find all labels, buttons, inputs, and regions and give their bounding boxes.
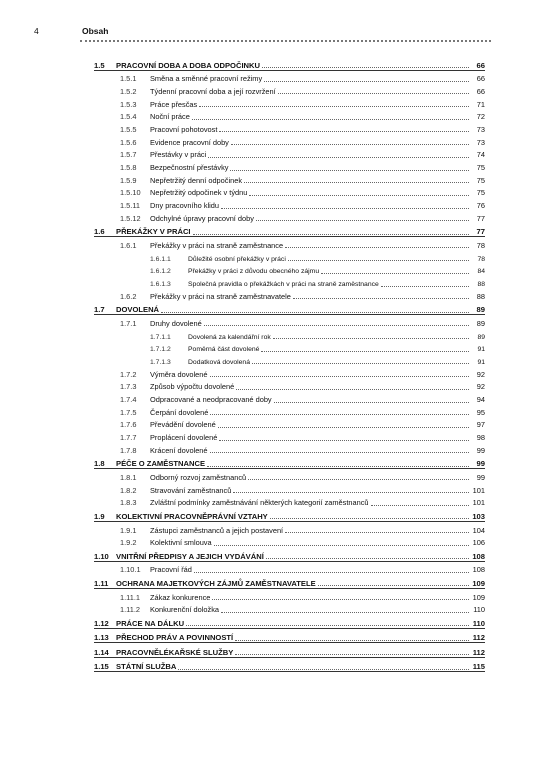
toc-entry-page: 110 xyxy=(472,618,485,628)
toc-entry-page: 91 xyxy=(477,346,485,354)
toc-entry-title: Způsob výpočtu dovolené xyxy=(150,382,235,392)
toc-entry-title: Nepřetržitý odpočinek v týdnu xyxy=(150,188,248,198)
toc-leader-dots xyxy=(207,460,469,467)
toc-entry-page: 74 xyxy=(476,150,485,160)
toc-entry-title: Čerpání dovolené xyxy=(150,407,209,417)
toc-leader-dots xyxy=(212,593,469,600)
toc-entry-title: Konkurenční doložka xyxy=(150,605,220,615)
toc-entry-page: 98 xyxy=(476,433,485,443)
toc-entry-page: 77 xyxy=(476,213,485,223)
toc-leader-dots xyxy=(318,579,469,586)
toc-entry-page: 106 xyxy=(472,538,485,548)
toc-entry-number: 1.9 xyxy=(94,511,105,521)
toc-entry-number: 1.13 xyxy=(94,633,109,643)
toc-entry-page: 108 xyxy=(472,565,485,575)
toc-entry-page: 104 xyxy=(472,525,485,535)
toc-entry-number: 1.8 xyxy=(94,459,105,469)
toc-subsection xyxy=(94,185,485,198)
toc-subsection xyxy=(94,379,485,392)
toc-leader-dots xyxy=(178,663,469,670)
toc-entry-page: 97 xyxy=(476,420,485,430)
toc-section xyxy=(94,301,485,316)
toc-leader-dots xyxy=(233,486,469,493)
toc-entry-number: 1.6.1 xyxy=(120,240,137,250)
toc-subsection xyxy=(94,404,485,417)
toc-entry-page: 76 xyxy=(476,201,485,211)
toc-entry-page: 71 xyxy=(476,99,485,109)
toc-subsection xyxy=(94,121,485,134)
toc-entry-page: 103 xyxy=(472,511,485,521)
toc-subsection xyxy=(94,366,485,379)
toc-entry-title: Výměra dovolené xyxy=(150,369,208,379)
toc-leader-dots xyxy=(231,138,469,145)
toc-entry-page: 84 xyxy=(477,268,485,276)
toc-subsection xyxy=(94,589,485,602)
toc-leader-dots xyxy=(285,241,469,248)
toc-subsection xyxy=(94,417,485,430)
toc-section xyxy=(94,658,485,673)
toc-entry-title: Odborný rozvoj zaměstnanců xyxy=(150,472,247,482)
toc-subsection xyxy=(94,71,485,84)
toc-entry-page: 109 xyxy=(472,592,485,602)
toc-entry-number: 1.5.11 xyxy=(120,201,140,211)
toc-entry-number: 1.7.1.3 xyxy=(150,358,171,366)
toc-entry-number: 1.7.1 xyxy=(120,318,137,328)
toc-subsubsection xyxy=(94,341,485,354)
toc-leader-dots xyxy=(266,552,469,559)
toc-subsection xyxy=(94,147,485,160)
toc-entry-page: 88 xyxy=(477,281,485,288)
toc-subsection xyxy=(94,237,485,250)
toc-entry-page: 73 xyxy=(476,137,485,147)
toc-entry-page: 108 xyxy=(472,551,485,561)
toc-entry-title: KOLEKTIVNÍ PRACOVNĚPRÁVNÍ VZTAHY xyxy=(116,511,268,521)
toc-subsection xyxy=(94,562,485,575)
toc-entry-title: Práce přesčas xyxy=(150,99,198,109)
toc-entry-page: 77 xyxy=(476,227,485,237)
toc-subsection xyxy=(94,172,485,185)
toc-entry-number: 1.7.2 xyxy=(120,369,137,379)
toc-entry-number: 1.11.1 xyxy=(120,592,140,602)
toc-section xyxy=(94,56,485,71)
toc-leader-dots xyxy=(214,539,469,546)
toc-leader-dots xyxy=(186,619,469,626)
toc-subsection xyxy=(94,159,485,172)
toc-section xyxy=(94,574,485,589)
toc-entry-number: 1.5.2 xyxy=(120,86,137,96)
toc-leader-dots xyxy=(264,75,469,82)
toc-leader-dots xyxy=(235,634,469,641)
toc-leader-dots xyxy=(381,280,469,287)
toc-subsection xyxy=(94,535,485,548)
toc-entry-title: Zákaz konkurence xyxy=(150,592,211,602)
toc-leader-dots xyxy=(193,228,469,235)
toc-subsection xyxy=(94,442,485,455)
toc-entry-page: 78 xyxy=(476,240,485,250)
toc-section xyxy=(94,547,485,562)
toc-leader-dots xyxy=(273,332,469,339)
toc-entry-number: 1.5.3 xyxy=(120,99,137,109)
toc-entry-number: 1.7.4 xyxy=(120,395,137,404)
toc-entry-page: 75 xyxy=(476,163,485,172)
toc-entry-title: Překážky v práci z důvodu obecného zájmu xyxy=(188,268,320,276)
toc-entry-title: OCHRANA MAJETKOVÝCH ZÁJMŮ ZAMĚSTNAVATELE xyxy=(116,578,316,588)
toc-subsubsection xyxy=(94,275,485,288)
toc-leader-dots xyxy=(293,292,469,299)
toc-entry-title: Směna a směnné pracovní režimy xyxy=(150,74,263,84)
toc-entry-title: Společná pravidla o překážkách v práci na straně zaměstnance xyxy=(188,281,379,288)
toc-leader-dots xyxy=(244,176,469,183)
toc-section xyxy=(94,629,485,644)
toc-subsection xyxy=(94,197,485,210)
toc-entry-title: Poměrná část dovolené xyxy=(188,346,260,354)
toc-section xyxy=(94,455,485,470)
toc-entry-number: 1.7.8 xyxy=(120,445,137,455)
toc-subsection xyxy=(94,602,485,615)
toc-subsection xyxy=(94,469,485,482)
toc-entry-number: 1.8.2 xyxy=(120,485,137,495)
toc-entry-number: 1.7.7 xyxy=(120,433,137,443)
toc-entry-title: PÉČE O ZAMĚSTNANCE xyxy=(116,459,206,469)
toc-entry-page: 89 xyxy=(476,318,485,328)
toc-entry-number: 1.10.1 xyxy=(120,565,141,575)
toc-leader-dots xyxy=(221,606,469,613)
toc-leader-dots xyxy=(249,189,469,196)
toc-entry-title: Důležité osobní překážky v práci xyxy=(188,255,286,263)
toc-entry-page: 110 xyxy=(473,605,485,615)
toc-entry-number: 1.5.10 xyxy=(120,188,141,198)
toc-entry-title: Zástupci zaměstnanců a jejich postavení xyxy=(150,525,284,535)
toc-entry-page: 112 xyxy=(472,647,485,657)
page-title: Obsah xyxy=(82,26,109,36)
toc-entry-title: Převádění dovolené xyxy=(150,420,216,430)
toc-entry-title: Překážky v práci na straně zaměstnavatele xyxy=(150,291,291,301)
toc-section xyxy=(94,614,485,629)
toc-entry-number: 1.8.1 xyxy=(120,472,137,482)
toc-entry-title: DOVOLENÁ xyxy=(116,305,160,315)
toc-entry-number: 1.5.4 xyxy=(120,112,137,122)
toc-leader-dots xyxy=(199,100,469,107)
toc-entry-number: 1.5.5 xyxy=(120,124,137,134)
toc-entry-title: Dovolená za kalendářní rok xyxy=(188,333,271,341)
toc-leader-dots xyxy=(210,408,469,415)
toc-subsection xyxy=(94,96,485,109)
toc-entry-title: Překážky v práci na straně zaměstnance xyxy=(150,240,284,250)
toc-entry-number: 1.8.3 xyxy=(120,498,137,508)
toc-entry-number: 1.12 xyxy=(94,618,109,628)
toc-entry-page: 115 xyxy=(472,662,485,672)
toc-entry-page: 99 xyxy=(476,472,485,482)
toc-entry-number: 1.6.1.2 xyxy=(150,268,171,276)
toc-entry-number: 1.5.1 xyxy=(120,74,137,84)
toc-entry-number: 1.11.2 xyxy=(120,605,140,615)
toc-subsubsection xyxy=(94,250,485,263)
toc-subsection xyxy=(94,391,485,404)
toc-entry-number: 1.9.2 xyxy=(120,538,137,548)
toc-section xyxy=(94,643,485,658)
toc-leader-dots xyxy=(270,512,469,519)
toc-subsubsection xyxy=(94,353,485,366)
toc-entry-number: 1.5.12 xyxy=(120,213,141,223)
toc-entry-page: 66 xyxy=(476,86,485,96)
toc-entry-title: PRACOVNĚLÉKAŘSKÉ SLUŽBY xyxy=(116,647,234,657)
toc-entry-page: 78 xyxy=(477,255,485,263)
toc-subsection xyxy=(94,522,485,535)
toc-entry-number: 1.6.1.1 xyxy=(150,255,171,263)
toc-entry-title: Přestávky v práci xyxy=(150,150,207,160)
toc-leader-dots xyxy=(161,306,469,313)
toc-entry-title: Dny pracovního klidu xyxy=(150,201,220,211)
toc-entry-title: Stravování zaměstnanců xyxy=(150,485,232,495)
toc-entry-number: 1.7.1.1 xyxy=(150,333,171,341)
toc-leader-dots xyxy=(221,202,469,209)
toc-leader-dots xyxy=(218,421,469,428)
toc-entry-title: Druhy dovolené xyxy=(150,318,202,328)
page-number: 4 xyxy=(34,26,39,36)
toc-entry-page: 91 xyxy=(477,358,485,366)
toc-entry-title: Zvláštní podmínky zaměstnávání některých kategorií zaměstnanců xyxy=(150,498,369,508)
toc-entry-title: Odchylné úpravy pracovní doby xyxy=(150,213,254,223)
toc-entry-number: 1.6 xyxy=(94,227,105,237)
toc-entry-page: 109 xyxy=(472,578,485,588)
toc-leader-dots xyxy=(219,125,469,132)
toc-entry-title: Dodatková dovolená xyxy=(188,358,250,366)
toc-entry-title: STÁTNÍ SLUŽBA xyxy=(116,662,177,672)
toc-entry-number: 1.6.1.3 xyxy=(150,281,171,288)
toc-leader-dots xyxy=(208,151,469,158)
toc-entry-page: 89 xyxy=(477,333,485,341)
toc-subsubsection xyxy=(94,263,485,276)
table-of-contents xyxy=(94,56,485,672)
toc-entry-title: Evidence pracovní doby xyxy=(150,137,229,147)
toc-leader-dots xyxy=(274,396,469,403)
toc-entry-page: 101 xyxy=(472,485,485,495)
toc-entry-title: Noční práce xyxy=(150,112,190,122)
toc-entry-page: 88 xyxy=(476,291,485,301)
toc-entry-title: PŘECHOD PRÁV A POVINNOSTÍ xyxy=(116,633,234,643)
toc-leader-dots xyxy=(210,370,469,377)
toc-entry-number: 1.14 xyxy=(94,647,109,657)
header-dotted-rule xyxy=(80,40,491,42)
toc-leader-dots xyxy=(285,526,469,533)
toc-entry-page: 75 xyxy=(476,188,485,198)
toc-leader-dots xyxy=(288,254,469,261)
toc-entry-title: Odpracované a neodpracované doby xyxy=(150,395,272,404)
toc-entry-number: 1.6.2 xyxy=(120,291,137,301)
toc-leader-dots xyxy=(194,566,469,573)
toc-leader-dots xyxy=(261,345,469,352)
toc-leader-dots xyxy=(321,267,469,274)
toc-subsection xyxy=(94,109,485,122)
toc-entry-title: Nepřetržitý denní odpočinek xyxy=(150,175,243,185)
toc-entry-page: 99 xyxy=(476,445,485,455)
toc-leader-dots xyxy=(219,434,469,441)
toc-entry-title: PRÁCE NA DÁLKU xyxy=(116,618,185,628)
toc-leader-dots xyxy=(278,87,469,94)
toc-leader-dots xyxy=(230,164,469,171)
toc-leader-dots xyxy=(235,648,469,655)
toc-subsection xyxy=(94,482,485,495)
toc-entry-title: Bezpečnostní přestávky xyxy=(150,163,229,172)
toc-entry-title: Krácení dovolené xyxy=(150,445,208,455)
toc-leader-dots xyxy=(256,214,469,221)
toc-subsection xyxy=(94,288,485,301)
toc-entry-title: Proplácení dovolené xyxy=(150,433,218,443)
toc-subsection xyxy=(94,134,485,147)
toc-entry-title: PRACOVNÍ DOBA A DOBA ODPOČINKU xyxy=(116,60,261,70)
toc-entry-page: 72 xyxy=(476,112,485,122)
toc-entry-page: 99 xyxy=(476,459,485,469)
toc-section xyxy=(94,223,485,238)
toc-entry-number: 1.11 xyxy=(94,578,109,588)
toc-subsubsection xyxy=(94,328,485,341)
toc-entry-number: 1.5.9 xyxy=(120,175,137,185)
toc-entry-title: Kolektivní smlouva xyxy=(150,538,212,548)
toc-entry-title: VNITŘNÍ PŘEDPISY A JEJICH VYDÁVÁNÍ xyxy=(116,551,264,561)
toc-entry-title: Týdenní pracovní doba a její rozvržení xyxy=(150,86,276,96)
toc-entry-page: 94 xyxy=(476,395,485,404)
toc-entry-page: 101 xyxy=(472,498,485,508)
toc-leader-dots xyxy=(210,446,469,453)
toc-entry-number: 1.10 xyxy=(94,551,109,561)
toc-entry-number: 1.5 xyxy=(94,60,105,70)
toc-entry-title: Pracovní řád xyxy=(150,565,192,575)
toc-entry-number: 1.5.8 xyxy=(120,163,137,172)
toc-entry-number: 1.7.1.2 xyxy=(150,346,171,354)
toc-leader-dots xyxy=(248,473,469,480)
toc-entry-title: PŘEKÁŽKY V PRÁCI xyxy=(116,227,191,237)
toc-entry-page: 66 xyxy=(476,74,485,84)
toc-entry-page: 66 xyxy=(476,60,485,70)
toc-subsection xyxy=(94,83,485,96)
toc-entry-page: 89 xyxy=(476,305,485,315)
toc-subsection xyxy=(94,429,485,442)
toc-entry-number: 1.5.6 xyxy=(120,137,137,147)
toc-entry-number: 1.5.7 xyxy=(120,150,137,160)
toc-leader-dots xyxy=(236,383,469,390)
page-header xyxy=(34,26,491,38)
toc-subsection xyxy=(94,495,485,508)
toc-leader-dots xyxy=(252,357,469,364)
toc-leader-dots xyxy=(192,113,469,120)
toc-leader-dots xyxy=(204,319,469,326)
toc-entry-page: 112 xyxy=(472,633,485,643)
toc-entry-number: 1.15 xyxy=(94,662,109,672)
toc-subsection xyxy=(94,315,485,328)
toc-leader-dots xyxy=(262,61,469,68)
toc-entry-page: 92 xyxy=(476,382,485,392)
toc-entry-page: 95 xyxy=(476,407,485,417)
toc-section xyxy=(94,507,485,522)
toc-entry-number: 1.7.6 xyxy=(120,420,137,430)
toc-entry-title: Pracovní pohotovost xyxy=(150,124,218,134)
toc-entry-number: 1.7.3 xyxy=(120,382,137,392)
toc-leader-dots xyxy=(371,499,469,506)
toc-subsection xyxy=(94,210,485,223)
toc-entry-page: 75 xyxy=(476,175,485,185)
toc-entry-page: 73 xyxy=(476,124,485,134)
toc-entry-number: 1.9.1 xyxy=(120,525,137,535)
toc-entry-number: 1.7 xyxy=(94,305,105,315)
toc-entry-page: 92 xyxy=(476,369,485,379)
toc-entry-number: 1.7.5 xyxy=(120,407,137,417)
